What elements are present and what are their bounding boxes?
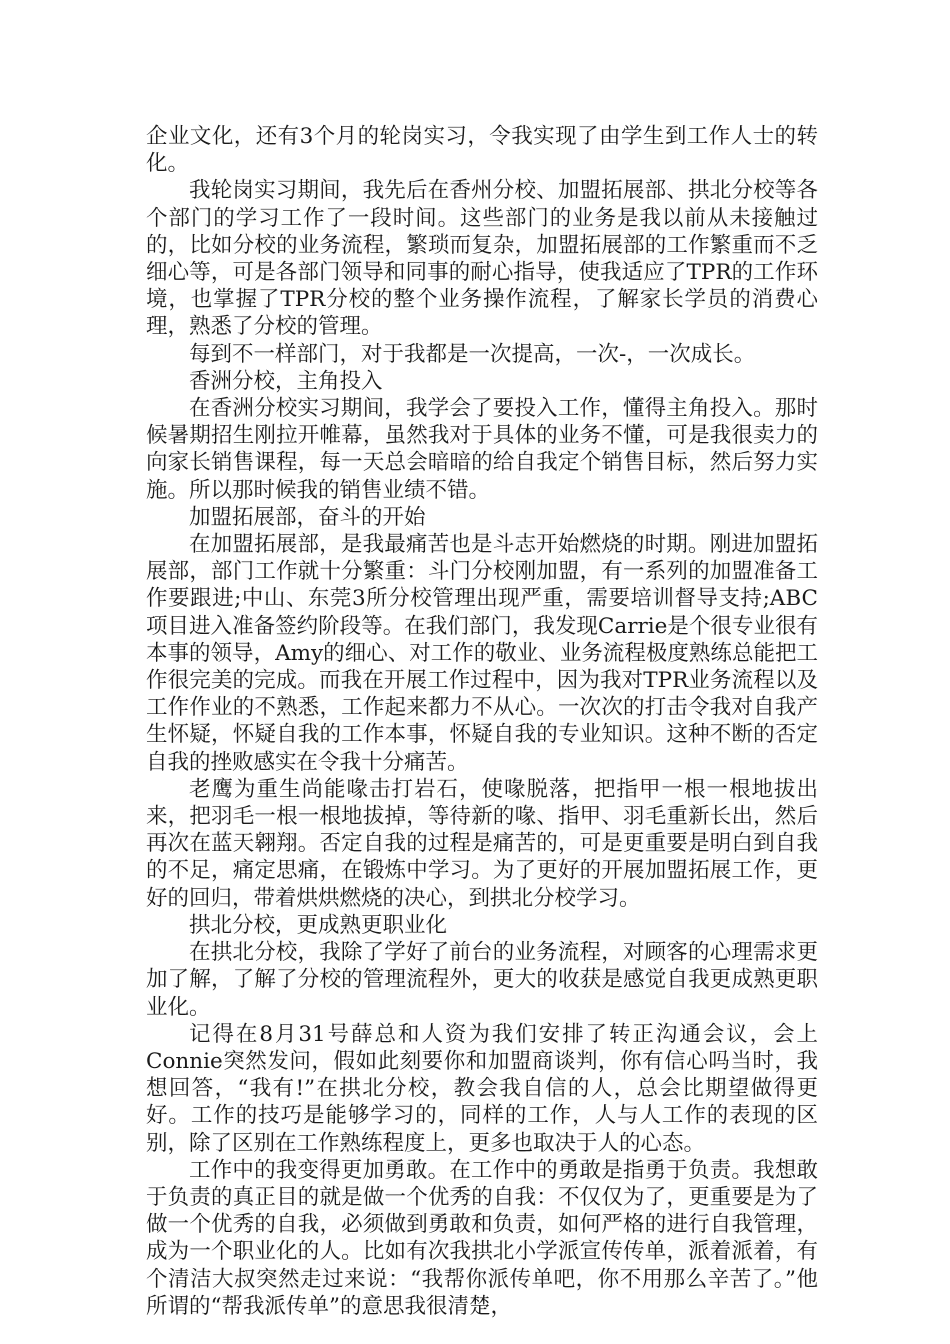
section-heading-xiangzhou: 香洲分校，主角投入	[189, 368, 383, 394]
paragraph-2: 我轮岗实习期间，我先后在香州分校、加盟拓展部、拱北分校等各个部门的学习工作了一段时间。这些部门的业务是我以前从未接触过的，比如分校的业务流程，繁琐而复杂，加盟拓展部的工作繁重而不乏细心等，可是各部门领导和同事的耐心指导，使我适应了TPR的工作环境，也掌握了TPR分校的整个业务操作流程，了解家长学员的消费心理，熟悉了分校的管理。	[146, 178, 818, 340]
paragraph-3: 每到不一样部门，对于我都是一次提高，一次-，一次成长。	[189, 341, 756, 367]
section-heading-gongbei: 拱北分校，更成熟更职业化	[189, 912, 448, 938]
document-body	[146, 123, 818, 1320]
paragraph-6: 老鹰为重生尚能喙击打岩石，使喙脱落，把指甲一根一根地拔出来，把羽毛一根一根地拔掉，等待新的喙、指甲、羽毛重新长出，然后再次在蓝天翱翔。否定自我的过程是痛苦的，可是更重要是明白到自我的不足，痛定思痛，在锻炼中学习。为了更好的开展加盟拓展工作，更好的回归，带着烘烘燃烧的决心，到拱北分校学习。	[146, 776, 818, 911]
section-heading-franchise: 加盟拓展部，奋斗的开始	[189, 504, 426, 530]
paragraph-9: 工作中的我变得更加勇敢。在工作中的勇敢是指勇于负责。我想敢于负责的真正目的就是做一个优秀的自我：不仅仅为了，更重要是为了做一个优秀的自我，必须做到勇敢和负责，如何严格的进行自我管理，成为一个职业化的人。比如有次我拱北小学派宣传传单，派着派着，有个清洁大叔突然走过来说：“我帮你派传单吧，你不用那么辛苦了。”他所谓的“帮我派传单”的意思我很清楚，	[146, 1157, 818, 1319]
paragraph-7: 在拱北分校，我除了学好了前台的业务流程，对顾客的心理需求更加了解，了解了分校的管理流程外，更大的收获是感觉自我更成熟更职业化。	[146, 940, 818, 1020]
paragraph-8: 记得在8月31号薛总和人资为我们安排了转正沟通会议，会上Connie突然发问，假如此刻要你和加盟商谈判，你有信心吗当时，我想回答，“我有!”在拱北分校，教会我自信的人，总会比期望做得更好。工作的技巧是能够学习的，同样的工作，人与人工作的表现的区别，除了区别在工作熟练程度上，更多也取决于人的心态。	[146, 1021, 818, 1156]
paragraph-5: 在加盟拓展部，是我最痛苦也是斗志开始燃烧的时期。刚进加盟拓展部，部门工作就十分繁重：斗门分校刚加盟，有一系列的加盟准备工作要跟进;中山、东莞3所分校管理出现严重，需要培训督导支持;ABC项目进入准备签约阶段等。在我们部门，我发现Carrie是个很专业很有本事的领导，Amy的细心、对工作的敬业、业务流程极度熟练总能把工作很完美的完成。而我在开展工作过程中，因为我对TPR业务流程以及工作作业的不熟悉，工作起来都力不从心。一次次的打击令我对自我产生怀疑，怀疑自我的工作本事，怀疑自我的专业知识。这种不断的否定自我的挫败感实在令我十分痛苦。	[146, 532, 818, 775]
paragraph-4: 在香洲分校实习期间，我学会了要投入工作，懂得主角投入。那时候暑期招生刚拉开帷幕，虽然我对于具体的业务不懂，可是我很卖力的向家长销售课程，每一天总会暗暗的给自我定个销售目标，然后努力实施。所以那时候我的销售业绩不错。	[146, 396, 818, 503]
paragraph-1: 企业文化，还有3个月的轮岗实习，令我实现了由学生到工作人士的转化。	[146, 124, 818, 177]
